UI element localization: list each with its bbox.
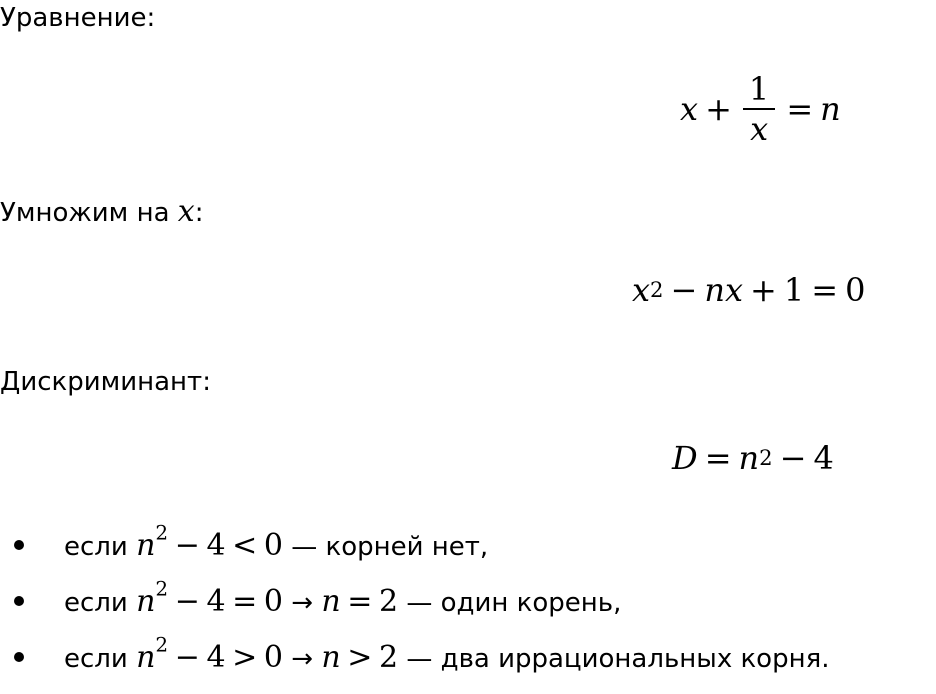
bullet-icon [14, 596, 24, 606]
case-text [64, 576, 622, 623]
const-0: 0 [845, 271, 866, 309]
case-text [64, 632, 830, 679]
em-dash: — [398, 644, 441, 674]
case-text [64, 520, 489, 567]
equation-display [680, 72, 841, 146]
var-n: n [820, 90, 841, 128]
const-0: 0 [263, 640, 283, 675]
discriminant-display: D = n 2 − 4 [672, 439, 834, 477]
exponent-2: 2 [155, 520, 169, 545]
case-conclusion: корней нет, [325, 532, 489, 562]
term-nx: nx [704, 271, 744, 309]
const-1: 1 [783, 271, 805, 309]
equation-heading [0, 2, 155, 34]
case-lead: если [64, 588, 137, 618]
minus-sign: − [779, 439, 807, 477]
multiply-heading-suffix: : [194, 198, 204, 228]
const-4: 4 [206, 640, 226, 675]
const-0: 0 [263, 584, 283, 619]
var-n: n [136, 584, 156, 619]
relation-sign: > [347, 640, 373, 675]
bullet-icon [14, 652, 24, 662]
plus-sign: + [750, 271, 777, 309]
var-n: n [321, 640, 341, 675]
plus-sign: + [705, 90, 732, 128]
equals-sign: = [704, 439, 732, 477]
discriminant-heading-text: Дискриминант: [0, 367, 211, 397]
multiply-heading-var: x [177, 194, 195, 229]
exponent-2: 2 [155, 576, 169, 601]
var-x: x [632, 271, 651, 309]
const-4: 4 [206, 584, 226, 619]
discriminant-heading [0, 366, 211, 398]
var-n: n [738, 439, 760, 477]
var-n: n [321, 584, 341, 619]
const-2: 2 [378, 584, 399, 619]
const-2: 2 [378, 640, 399, 675]
fraction-one-over-x [743, 72, 775, 146]
multiply-heading [0, 196, 203, 229]
var-n: n [136, 640, 156, 675]
const-0: 0 [263, 528, 283, 563]
case-conclusion: один корень, [440, 588, 622, 618]
arrow-right-icon: → [282, 644, 322, 674]
case-lead: если [64, 532, 137, 562]
equation-heading-text: Уравнение: [0, 3, 156, 33]
minus-sign: − [174, 640, 200, 675]
var-D: D [672, 439, 698, 477]
minus-sign: − [670, 271, 698, 309]
equals-sign: = [786, 90, 814, 128]
minus-sign: − [174, 528, 200, 563]
fraction-denominator: x [750, 110, 769, 148]
quadratic-display: x 2 − nx + 1 = 0 [632, 271, 866, 309]
arrow-right-icon: → [282, 588, 322, 618]
relation-sign: = [232, 584, 258, 619]
relation-sign: < [232, 528, 258, 563]
fraction-numerator: 1 [748, 70, 770, 108]
multiply-heading-prefix: Умножим на [0, 198, 178, 228]
relation-sign: > [232, 640, 258, 675]
relation-sign: = [347, 584, 373, 619]
var-n: n [136, 528, 156, 563]
case-conclusion: два иррациональных корня. [440, 644, 830, 674]
var-x: x [680, 90, 699, 128]
equals-sign: = [811, 271, 839, 309]
const-4: 4 [813, 439, 834, 477]
exponent-2: 2 [155, 632, 169, 657]
const-4: 4 [206, 528, 226, 563]
minus-sign: − [174, 584, 200, 619]
em-dash: — [398, 588, 441, 618]
em-dash: — [282, 532, 326, 562]
bullet-icon [14, 540, 24, 550]
case-lead: если [64, 644, 137, 674]
